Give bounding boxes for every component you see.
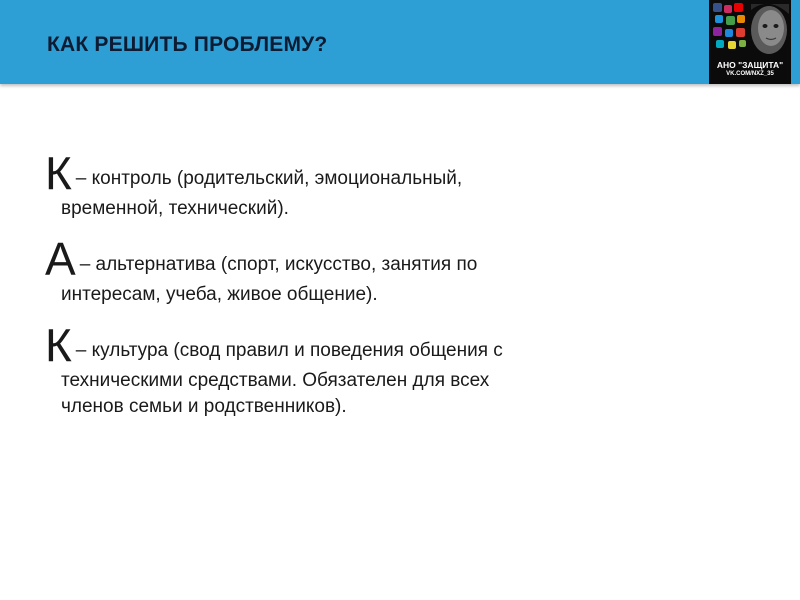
item-text-line: интересам, учеба, живое общение). [61,284,378,305]
list-item [45,319,625,420]
item-text-line: членов семьи и родственников). [61,396,347,417]
header-bar [0,0,800,84]
item-text-line: – альтернатива (спорт, искусство, занятия по [79,254,478,275]
organization-logo [709,0,791,84]
logo-url: VK.COM/NXZ_35 [726,71,774,77]
list-item [45,233,625,308]
item-text-line: – контроль (родительский, эмоциональный, [75,168,463,189]
item-letter: К [45,147,72,199]
logo-organization-name: АНО "ЗАЩИТА" [716,60,784,70]
item-text-line: техническими средствами. Обязателен для всех [61,370,490,391]
acronym-list [45,147,625,434]
page-title: КАК РЕШИТЬ ПРОБЛЕМУ? [47,33,328,56]
list-item [45,147,625,222]
item-text-line: – культура (свод правил и поведения общения с [75,340,503,361]
item-letter: А [45,233,76,285]
item-letter: К [45,319,72,371]
item-text-line: временной, технический). [61,198,289,219]
